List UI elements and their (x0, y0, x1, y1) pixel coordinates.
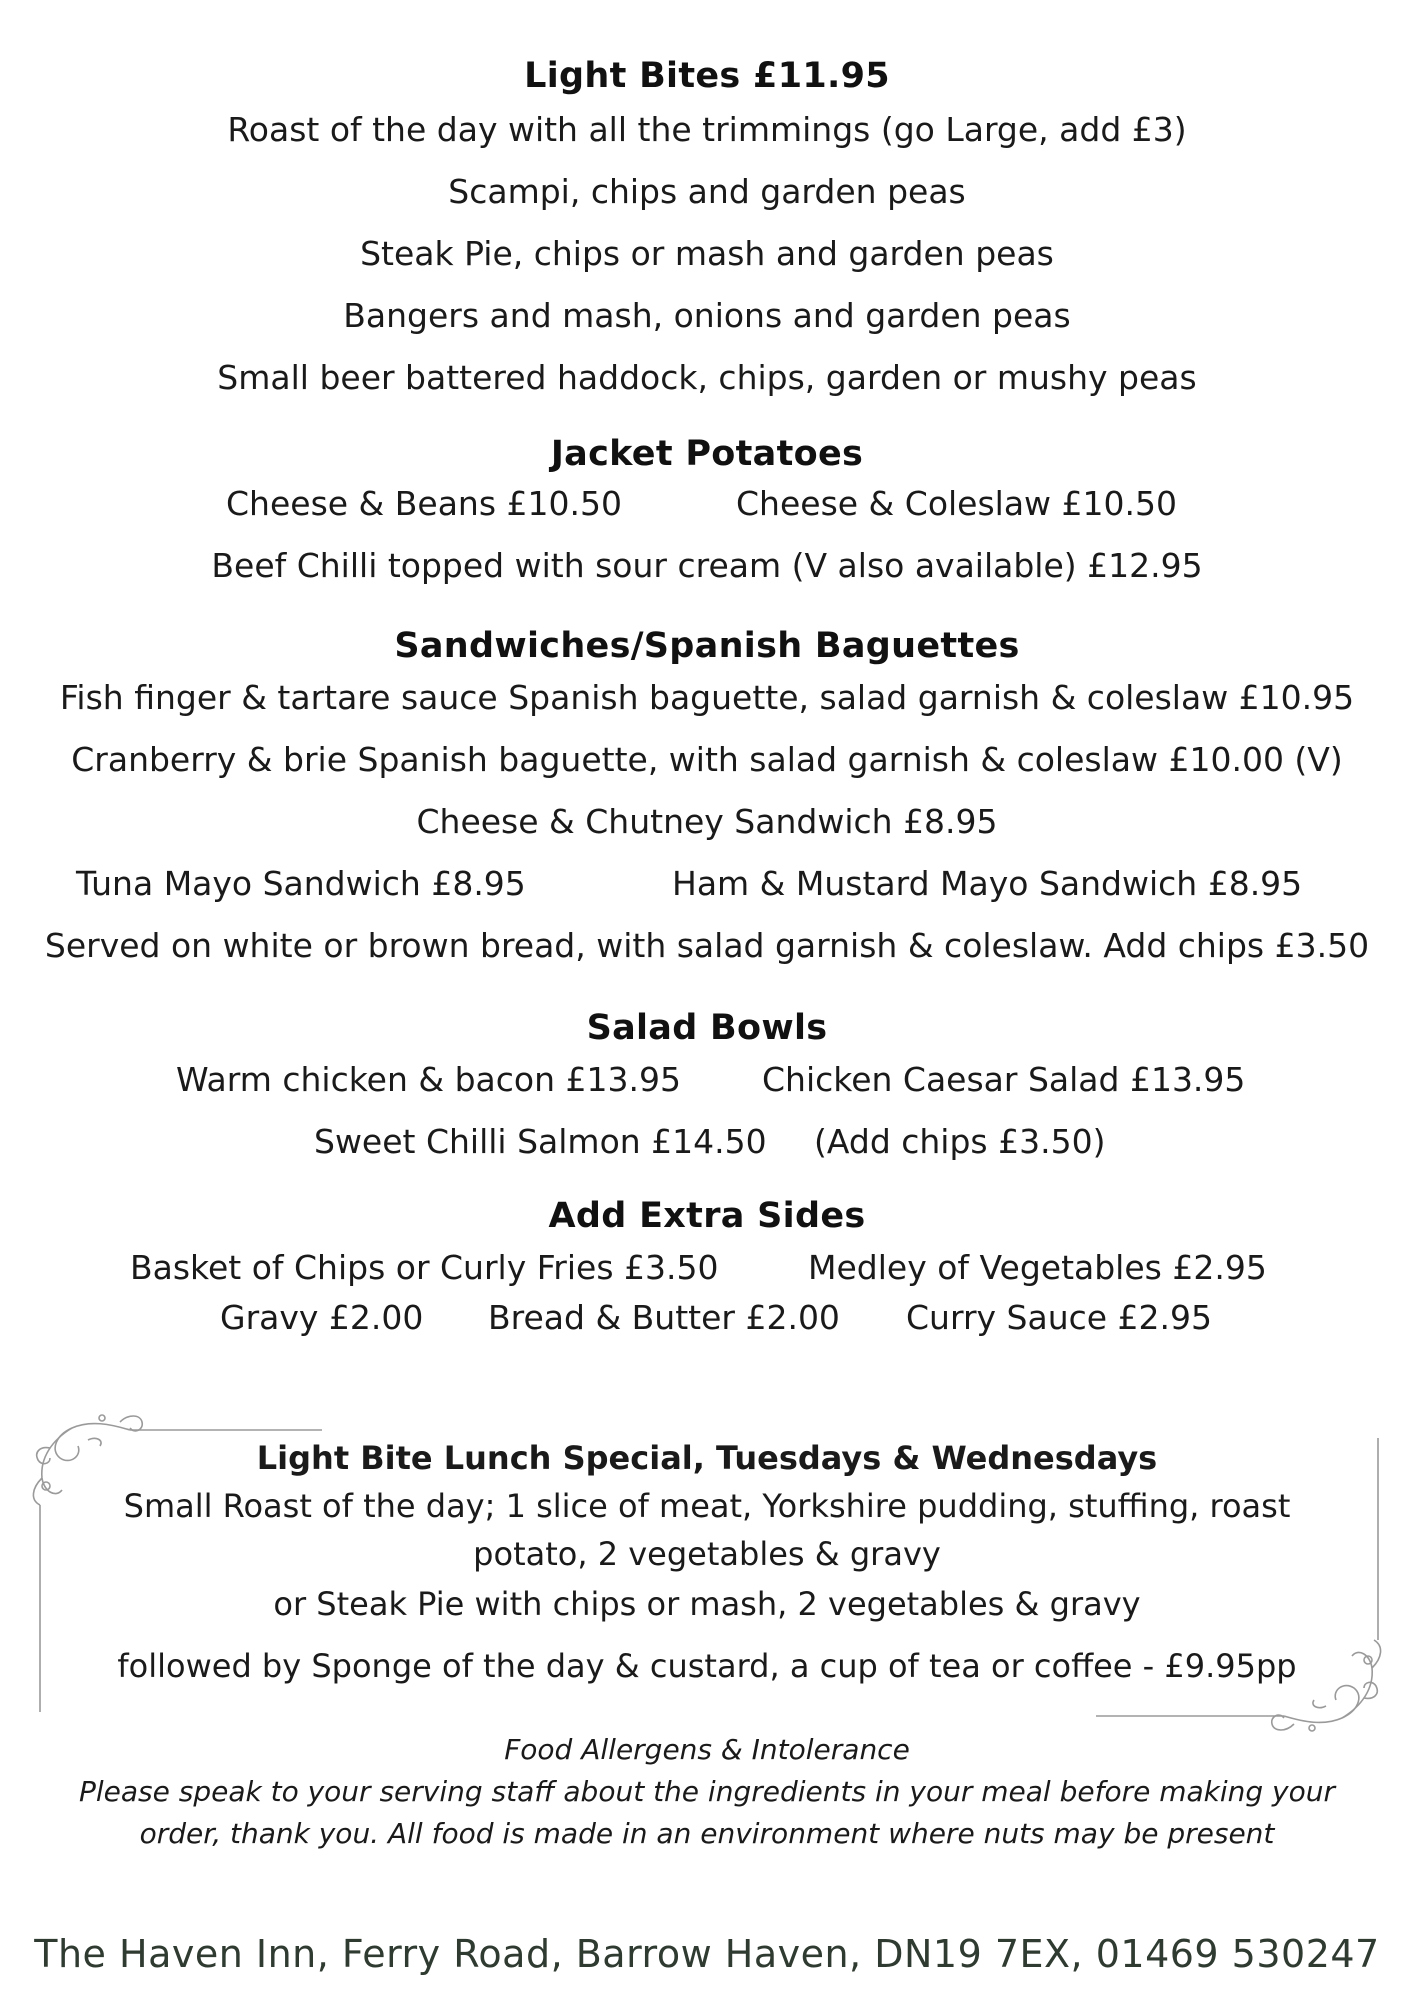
extra-sides-heading: Add Extra Sides (548, 1196, 866, 1236)
allergens-text: order, thank you. All food is made in an environment where nuts may be present (139, 1817, 1275, 1850)
salad-bowls-heading: Salad Bowls (586, 1008, 828, 1048)
menu-item: Basket of Chips or Curly Fries £3.50 (130, 1248, 719, 1287)
lunch-special-heading: Light Bite Lunch Special, Tuesdays & Wednesdays (256, 1439, 1158, 1477)
menu-item: Steak Pie, chips or mash and garden peas (360, 234, 1054, 273)
menu-item: Cranberry & brie Spanish baguette, with salad garnish & coleslaw £10.00 (V) (71, 740, 1343, 779)
menu-item: Medley of Vegetables £2.95 (808, 1248, 1267, 1287)
lunch-special-price-line: followed by Sponge of the day & custard, a cup of tea or coffee - £9.95pp (117, 1647, 1297, 1685)
menu-item: Ham & Mustard Mayo Sandwich £8.95 (672, 864, 1303, 903)
sandwiches-note: Served on white or brown bread, with salad garnish & coleslaw. Add chips £3.50 (44, 926, 1370, 965)
menu-item: Fish finger & tartare sauce Spanish baguette, salad garnish & coleslaw £10.95 (59, 678, 1355, 717)
menu-item: Small beer battered haddock, chips, garden or mushy peas (217, 358, 1197, 397)
lunch-special-line: or Steak Pie with chips or mash, 2 vegetables & gravy (273, 1585, 1141, 1623)
menu-item: Bangers and mash, onions and garden peas (343, 296, 1071, 335)
menu-item: (Add chips £3.50) (814, 1122, 1106, 1161)
menu-item: Roast of the day with all the trimmings (go Large, add £3) (227, 110, 1187, 149)
menu-item: Tuna Mayo Sandwich £8.95 (76, 864, 526, 903)
menu-item: Curry Sauce £2.95 (906, 1298, 1213, 1337)
sandwiches-heading: Sandwiches/Spanish Baguettes (394, 626, 1020, 666)
menu-item: Cheese & Coleslaw £10.50 (736, 484, 1178, 523)
lunch-special-line: potato, 2 vegetables & gravy (473, 1535, 941, 1573)
light-bites-heading: Light Bites £11.95 (524, 56, 890, 96)
menu-item: Scampi, chips and garden peas (448, 172, 966, 211)
menu-item: Bread & Butter £2.00 (488, 1298, 840, 1337)
menu-item: Warm chicken & bacon £13.95 (176, 1060, 681, 1099)
menu-item: Sweet Chilli Salmon £14.50 (314, 1122, 767, 1161)
menu-item: Chicken Caesar Salad £13.95 (762, 1060, 1246, 1099)
menu-item: Gravy £2.00 (220, 1298, 424, 1337)
allergens-text: Please speak to your serving staff about the ingredients in your meal before making your (78, 1775, 1336, 1808)
lunch-special-line: Small Roast of the day; 1 slice of meat, Yorkshire pudding, stuffing, roast (123, 1487, 1291, 1525)
menu-item: Cheese & Beans £10.50 (226, 484, 622, 523)
allergens-title: Food Allergens & Intolerance (504, 1733, 910, 1766)
menu-item: Cheese & Chutney Sandwich £8.95 (416, 802, 998, 841)
menu-item: Beef Chilli topped with sour cream (V also available) £12.95 (211, 546, 1203, 585)
jacket-potatoes-heading: Jacket Potatoes (550, 434, 864, 474)
footer-address: The Haven Inn, Ferry Road, Barrow Haven, DN19 7EX, 01469 530247 (34, 1932, 1380, 1976)
